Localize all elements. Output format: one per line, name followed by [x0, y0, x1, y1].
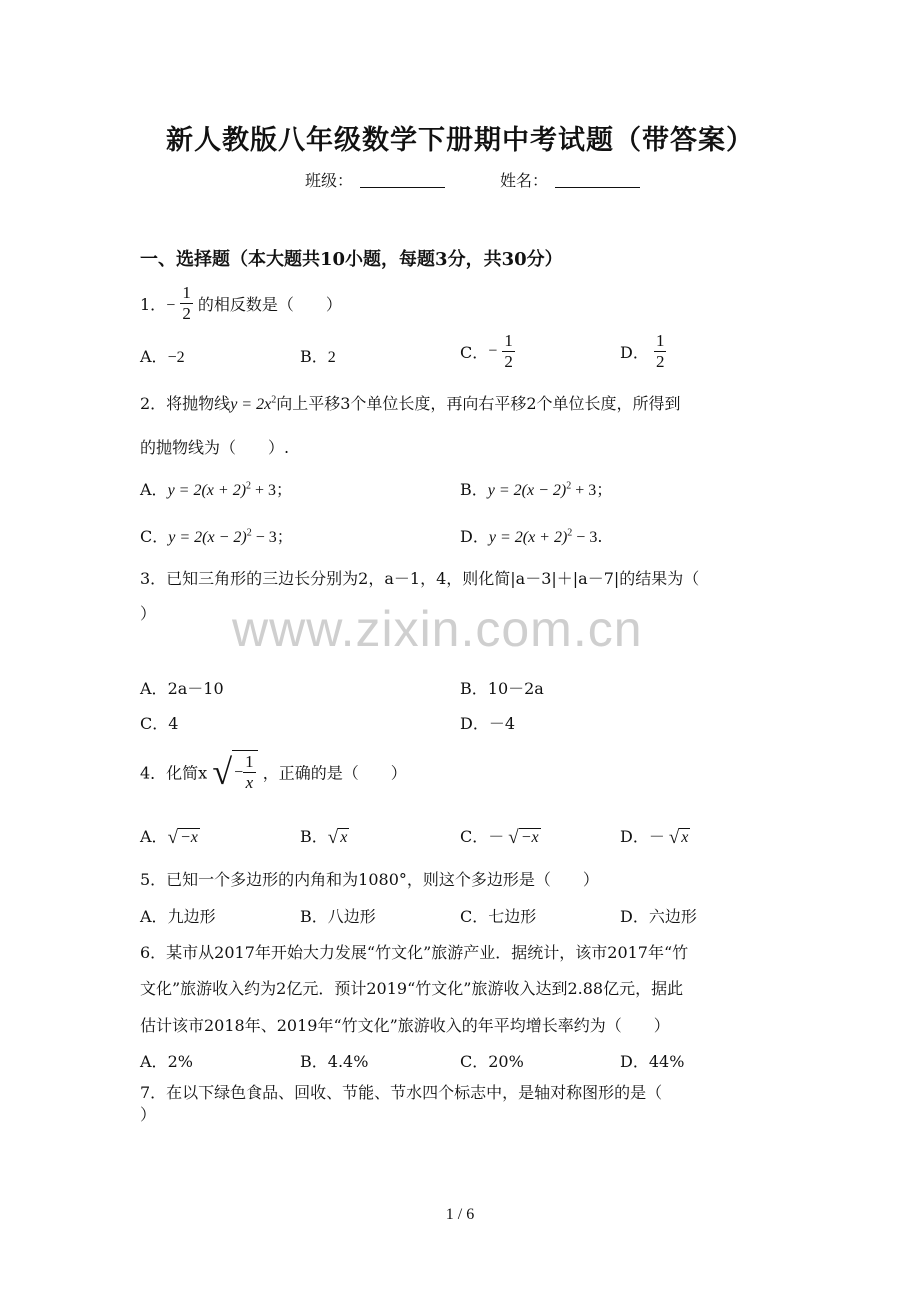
q1-option-c[interactable] [460, 332, 515, 371]
fraction-numerator: 1 [655, 331, 665, 350]
q6-option-b[interactable] [300, 1049, 368, 1072]
name-field[interactable] [555, 168, 640, 188]
option-text: 2a－10 [167, 679, 224, 698]
radical: √ x [327, 827, 348, 848]
question-text: 的相反数是（ ） [197, 294, 342, 314]
option-label: B． [300, 347, 328, 366]
option-label: C． [460, 907, 489, 926]
q3-option-a[interactable] [140, 676, 224, 699]
page-number: 1 / 6 [445, 1206, 475, 1223]
minus-sign: − [234, 763, 244, 781]
option-text: 20% [488, 1052, 524, 1071]
q6-option-d[interactable] [620, 1049, 684, 1072]
question-4 [140, 750, 407, 794]
q4-option-a[interactable] [140, 824, 200, 847]
question-3-cont: ） [140, 604, 157, 623]
option-text: 九边形 [167, 907, 216, 926]
radical: √ − $\frac{1}{x}$ [212, 750, 257, 794]
fraction [243, 753, 256, 792]
fraction-denominator: 2 [655, 351, 665, 371]
radical: √ −x [508, 827, 539, 848]
class-label: 班级： [305, 171, 354, 190]
option-label: C． [460, 342, 489, 362]
question-text: 向上平移3个单位长度，再向右平移2个单位长度，所得到 [276, 394, 681, 413]
q1-option-b[interactable] [300, 344, 336, 367]
option-text: 4 [168, 714, 179, 733]
exponent: 2 [246, 480, 252, 492]
math-expression: − 3 [572, 529, 598, 546]
q3-option-b[interactable] [460, 676, 544, 699]
math-expression: y = 2(x + 2) [167, 482, 247, 499]
option-label: D． [620, 342, 649, 362]
q5-option-d[interactable] [620, 904, 697, 927]
math-expression: y = 2(x − 2) [168, 529, 247, 546]
option-text: −2 [167, 349, 185, 366]
option-label: A． [140, 679, 168, 698]
question-1 [140, 284, 342, 323]
radicand: x [340, 829, 348, 846]
question-text: 4．化简x [140, 763, 208, 783]
math-expression: + 3 [571, 482, 597, 499]
punctuation: ； [276, 527, 293, 546]
exponent: 2 [271, 394, 277, 406]
radical: √ −x [167, 827, 198, 848]
exponent: 2 [567, 527, 573, 539]
q5-option-a[interactable] [140, 904, 216, 927]
q4-option-b[interactable] [300, 824, 349, 847]
q4-option-d[interactable] [620, 824, 690, 847]
question-2-cont: 的抛物线为（ ）. [140, 438, 290, 457]
q2-option-b[interactable] [460, 477, 612, 500]
option-text: 10－2a [487, 679, 544, 698]
math-expression: y = 2x [230, 396, 272, 413]
option-text: －4 [488, 714, 516, 733]
option-label: B． [460, 679, 488, 698]
fraction-denominator: 2 [504, 351, 513, 371]
option-label: C． [140, 527, 169, 546]
question-text: ，正确的是（ ） [262, 763, 407, 783]
option-text: 2% [167, 1052, 193, 1071]
option-text: 七边形 [488, 907, 537, 926]
option-text: 八边形 [327, 907, 376, 926]
question-text: 2．将抛物线 [140, 394, 231, 413]
fraction-numerator: 1 [504, 331, 513, 350]
math-expression: y = 2(x + 2) [488, 529, 568, 546]
question-7: 7．在以下绿色食品、回收、节能、节水四个标志中，是轴对称图形的是（ [140, 1083, 663, 1102]
q3-option-d[interactable] [460, 711, 515, 734]
minus-sign: − [488, 342, 498, 360]
question-6-line-2: 文化”旅游收入约为2亿元．预计2019“竹文化”旅游收入达到2.88亿元，据此 [140, 979, 684, 998]
punctuation: ； [276, 480, 293, 499]
q6-option-c[interactable] [460, 1049, 524, 1072]
q2-option-d[interactable] [460, 524, 602, 547]
option-label: D． [620, 907, 649, 926]
class-field[interactable] [360, 168, 445, 188]
option-label: D． [460, 527, 489, 546]
radicand: −x [180, 829, 198, 846]
option-label: C． [460, 1052, 489, 1071]
fraction [502, 332, 515, 371]
option-text: 六边形 [648, 907, 697, 926]
q2-option-a[interactable] [140, 477, 292, 500]
option-label: B． [300, 827, 328, 846]
q4-option-c[interactable] [460, 824, 541, 847]
exponent: 2 [566, 480, 572, 492]
watermark: www.zixin.com.cn [232, 601, 643, 657]
question-number: 1． [140, 294, 167, 314]
fraction-denominator: 2 [182, 303, 191, 323]
option-label: B． [300, 1052, 328, 1071]
punctuation: . [597, 527, 603, 546]
option-label: D． [460, 714, 489, 733]
question-6-line-3: 估计该市2018年、2019年“竹文化”旅游收入的年平均增长率约为（ ） [140, 1016, 670, 1035]
question-3: 3．已知三角形的三边长分别为2，a－1，4，则化简|a－3|＋|a－7|的结果为（ [140, 569, 700, 588]
option-label: A． [140, 827, 168, 846]
question-5: 5．已知一个多边形的内角和为1080°，则这个多边形是（ ） [140, 870, 599, 889]
option-label: C． [140, 714, 169, 733]
q1-option-d[interactable] [620, 332, 666, 371]
option-label: A． [140, 347, 168, 366]
option-label: B． [300, 907, 328, 926]
question-6: 6．某市从2017年开始大力发展“竹文化”旅游产业．据统计，该市2017年“竹 [140, 943, 689, 962]
option-text: 4.4% [327, 1052, 369, 1071]
minus-sign: − [166, 296, 176, 314]
option-label: D． [620, 1052, 649, 1071]
option-label: C． [460, 827, 489, 846]
radicand: −x [520, 829, 539, 846]
q6-option-a[interactable] [140, 1049, 193, 1072]
page-title: 新人教版八年级数学下册期中考试题（带答案） [166, 125, 754, 156]
fraction-numerator: 1 [245, 752, 254, 772]
option-label: A． [140, 1052, 168, 1071]
q5-option-c[interactable] [460, 904, 536, 927]
fraction [180, 284, 193, 323]
math-expression: + 3 [251, 482, 277, 499]
q3-option-c[interactable] [140, 711, 178, 734]
q2-option-c[interactable] [140, 524, 293, 547]
name-label: 姓名： [500, 171, 549, 190]
punctuation: ； [596, 480, 613, 499]
fraction [654, 332, 667, 371]
option-text: 44% [648, 1052, 685, 1071]
question-7-cont: ） [140, 1105, 157, 1124]
math-expression: − 3 [251, 529, 277, 546]
question-2 [140, 391, 681, 414]
radical: √ x [668, 827, 689, 848]
option-label: D． [620, 827, 649, 846]
fraction-denominator: x [245, 773, 254, 792]
fraction-numerator: 1 [182, 283, 191, 302]
math-expression: y = 2(x − 2) [487, 482, 567, 499]
q5-option-b[interactable] [300, 904, 376, 927]
radicand: x [681, 829, 689, 846]
option-label: B． [460, 480, 488, 499]
option-label: A． [140, 907, 168, 926]
option-label: A． [140, 480, 168, 499]
option-prefix: － [488, 827, 505, 846]
section-heading-choice: 一、选择题（本大题共10小题，每题3分，共30分） [140, 249, 563, 270]
q1-option-a[interactable] [140, 344, 185, 367]
option-text: 2 [327, 349, 336, 366]
exponent: 2 [246, 527, 252, 539]
option-prefix: － [648, 827, 665, 846]
